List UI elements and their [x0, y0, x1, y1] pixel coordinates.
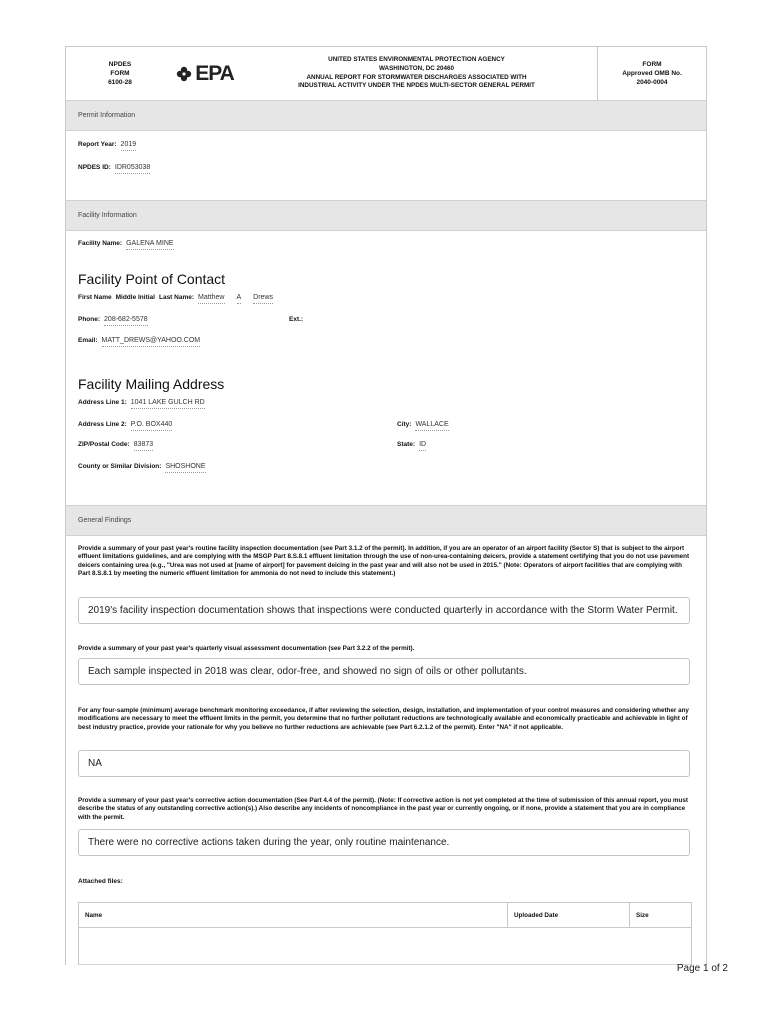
email-label: Email: [78, 337, 98, 344]
ext-label: Ext.: [289, 316, 304, 323]
form-right-line: Approved OMB No. [622, 70, 682, 77]
state-row [397, 441, 426, 451]
column-header-name: Name [85, 911, 103, 919]
npdes-id-label: NPDES ID: [78, 164, 111, 171]
section-title: General Findings [78, 517, 132, 524]
npdes-id-value: IDR053038 [115, 164, 150, 174]
zip-row [78, 441, 153, 451]
address-line1-value: 1041 LAKE GULCH RD [131, 399, 205, 409]
form-left-line: NPDES [108, 61, 132, 68]
facility-name-label: Facility Name: [78, 240, 123, 247]
first-name-value: Matthew [198, 294, 224, 304]
address-line1-label: Address Line 1: [78, 399, 127, 406]
ext-row [289, 316, 303, 323]
middle-initial-label: Middle Initial [115, 294, 155, 301]
city-label: City: [397, 421, 412, 428]
county-label: County or Similar Division: [78, 463, 162, 470]
city-row [397, 421, 449, 431]
address-line2-label: Address Line 2: [78, 421, 127, 428]
form-number-right [597, 47, 706, 100]
state-value: ID [419, 441, 426, 451]
phone-label: Phone: [78, 316, 101, 323]
form-page [65, 46, 707, 965]
logo-text: EPA [195, 61, 234, 85]
address-line1-row [78, 399, 205, 409]
email-value: MATT_DREWS@YAHOO.COM [102, 337, 201, 347]
page-number: Page 1 of 2 [676, 963, 728, 974]
question-visual-assessment: Provide a summary of your past year's quarterly visual assessment documentation (see Part 3.2.2 of the permit). [78, 645, 415, 652]
attached-files-table [78, 902, 692, 965]
report-year-value: 2019 [121, 141, 137, 151]
facility-name-value: GALENA MINE [126, 240, 173, 250]
answer-routine-inspection[interactable]: 2019's facility inspection documentation shows that inspections were conducted quarterly in accordance with the Storm Water Permit. [78, 597, 690, 624]
section-title: Permit Information [78, 112, 136, 119]
agency-line: INDUSTRIAL ACTIVITY UNDER THE NPDES MULTI-SECTOR GENERAL PERMIT [298, 82, 535, 90]
report-year-label: Report Year: [78, 141, 117, 148]
question-benchmark-exceedance: For any four-sample (minimum) average benchmark monitoring exceedance, if after reviewing the selection, design, installation, and implementation of your control measures and considering whether any modifications are necessary to meet the effluent limits in the permit, you determine that no further pollutant reductions are technologically available and economically practicable and achievable in light of best industry practice, provide your rationale for why you believe no further reductions are achievable (see Part 6.2.1.2 of the permit). Enter "NA" if not applicable. [78, 707, 689, 731]
attached-files-label: Attached files: [78, 878, 123, 885]
answer-visual-assessment[interactable]: Each sample inspected in 2018 was clear, odor-free, and showed no sign of oils or other pollutants. [78, 658, 690, 685]
question-corrective-action: Provide a summary of your past year's corrective action documentation (See Part 4.4 of the permit). (Note: If corrective action is not yet completed at the time of submission of this annual report, you must describe the status of any outstanding corrective action(s).) Also describe any incidents of noncompliance in the past year or currently ongoing, or if none, provide a statement that you are in compliance with the permit. [78, 797, 688, 821]
email-row [78, 337, 200, 347]
county-row [78, 463, 206, 473]
zip-value: 83873 [134, 441, 153, 451]
agency-line: ANNUAL REPORT FOR STORMWATER DISCHARGES ASSOCIATED WITH [306, 73, 527, 81]
attached-files-row [78, 878, 123, 885]
contact-heading: Facility Point of Contact [78, 271, 226, 287]
zip-label: ZIP/Postal Code: [78, 441, 130, 448]
county-value: SHOSHONE [165, 463, 205, 473]
report-year-row [78, 141, 136, 151]
agency-line: UNITED STATES ENVIRONMENTAL PROTECTION AGENCY [328, 56, 505, 64]
form-right-line: 2040-0004 [636, 79, 668, 86]
files-table-header [79, 903, 691, 928]
agency-title [236, 47, 597, 100]
state-label: State: [397, 441, 416, 448]
phone-row [78, 316, 148, 326]
contact-name-row [78, 294, 273, 304]
facility-name-row [78, 240, 174, 250]
mailing-heading: Facility Mailing Address [78, 376, 225, 392]
form-right-line: FORM [642, 61, 662, 68]
section-title: Facility Information [78, 212, 137, 219]
form-left-line: 6100-28 [108, 79, 132, 86]
answer-corrective-action[interactable]: There were no corrective actions taken during the year, only routine maintenance. [78, 829, 690, 856]
agency-line: WASHINGTON, DC 20460 [378, 64, 455, 72]
npdes-id-row [78, 164, 150, 174]
section-general-findings [66, 505, 706, 536]
middle-initial-value: A [237, 294, 242, 304]
section-permit-information [66, 100, 706, 131]
question-routine-inspection: Provide a summary of your past year's routine facility inspection documentation (see Part 3.1.2 of the permit). In addition, if you are an operator of an airport facility (Sector S) that is subject to the airport effluent limitations guidelines, and are complying with the MSGP Part 8.S.8.1 effluent limitation through the use of non-urea-containing deicers, provide a statement certifying that you do not use pavement deicers containing urea (e.g., "Urea was not used at [name of airport] for pavement deicing in the past year and will also not be used in 2015." (Note: Operators of airport facilities that are complying with Part 8.S.8.1 by meeting the numeric effluent limitation for ammonia do not need to include this statement.) [78, 545, 690, 578]
form-number-left [66, 47, 174, 100]
column-header-size: Size [629, 903, 691, 927]
address-line2-row [78, 421, 172, 431]
last-name-value: Drews [253, 294, 273, 304]
first-name-label: First Name [78, 294, 112, 301]
phone-value: 208-682-5578 [104, 316, 148, 326]
epa-flower-icon [176, 66, 192, 82]
column-header-uploaded-date: Uploaded Date [507, 903, 629, 927]
table-row [79, 928, 691, 965]
form-left-line: FORM [110, 70, 130, 77]
answer-benchmark-exceedance[interactable]: NA [78, 750, 690, 777]
form-header [66, 47, 706, 101]
section-facility-information [66, 200, 706, 231]
last-name-label: Last Name: [158, 294, 195, 301]
epa-logo [174, 47, 236, 100]
city-value: WALLACE [415, 421, 448, 431]
address-line2-value: P.O. BOX440 [131, 421, 173, 431]
